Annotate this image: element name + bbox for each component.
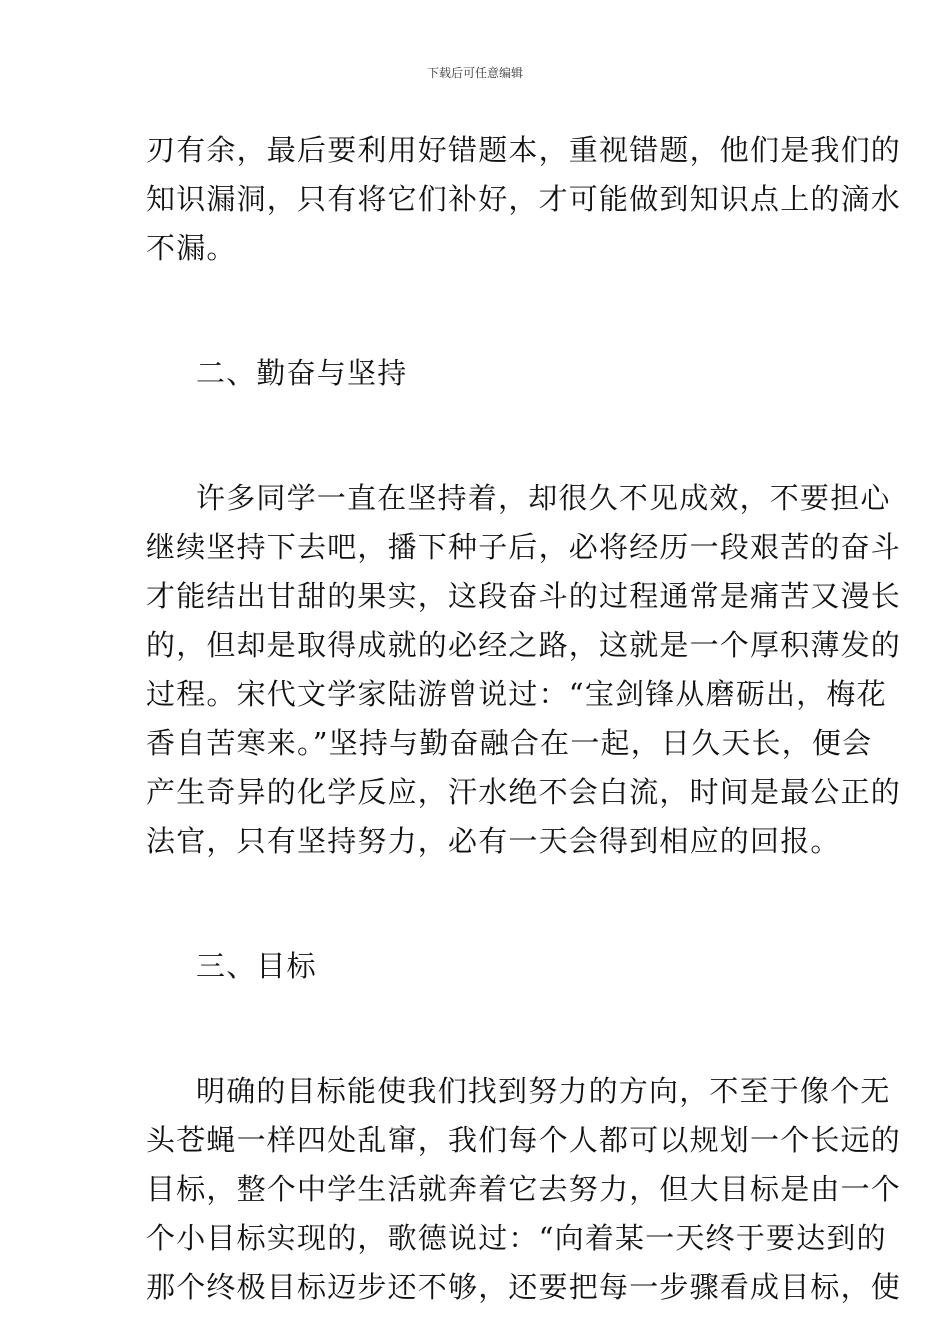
paragraph-line: 目标，整个中学生活就奔着它去努力，但大目标是由一个 bbox=[146, 1172, 902, 1206]
section-heading-2: 二、勤奋与坚持 bbox=[196, 356, 408, 390]
paragraph-line: 那个终极目标迈步还不够，还要把每一步骤看成目标，使 bbox=[146, 1270, 902, 1304]
paragraph-line: 头苍蝇一样四处乱窜，我们每个人都可以规划一个长远的 bbox=[146, 1123, 902, 1157]
spacer bbox=[146, 398, 806, 474]
paragraph-line: 许多同学一直在坚持着，却很久不见成效，不要担心 bbox=[196, 481, 891, 515]
paragraph-2 bbox=[146, 474, 902, 866]
paragraph-line: 知识漏洞，只有将它们补好，才可能做到知识点上的滴水 bbox=[146, 182, 902, 216]
paragraph-1 bbox=[146, 126, 902, 273]
spacer bbox=[146, 991, 806, 1067]
paragraph-line: 过程。宋代文学家陆游曾说过：“宝剑锋从磨砺出，梅花 bbox=[146, 677, 887, 711]
paragraph-line: 法官，只有坚持努力，必有一天会得到相应的回报。 bbox=[146, 824, 841, 858]
paragraph-line: 个小目标实现的，歌德说过：“向着某一天终于要达到的 bbox=[146, 1221, 887, 1255]
paragraph-line: 明确的目标能使我们找到努力的方向，不至于像个无 bbox=[196, 1074, 891, 1108]
paragraph-line: 产生奇异的化学反应，汗水绝不会白流，时间是最公正的 bbox=[146, 775, 902, 809]
paragraph-line: 才能结出甘甜的果实，这段奋斗的过程通常是痛苦又漫长 bbox=[146, 579, 902, 613]
paragraph-line: 继续坚持下去吧，播下种子后，必将经历一段艰苦的奋斗 bbox=[146, 530, 902, 564]
paragraph-line: 刃有余，最后要利用好错题本，重视错题，他们是我们的 bbox=[146, 133, 902, 167]
paragraph-line: 不漏。 bbox=[146, 231, 237, 265]
section-heading-3: 三、目标 bbox=[196, 949, 317, 983]
document-body bbox=[146, 126, 902, 1312]
paragraph-line: 香自苦寒来。”坚持与勤奋融合在一起，日久天长，便会 bbox=[146, 726, 873, 760]
spacer bbox=[146, 273, 806, 349]
page-header: 下载后可任意编辑 bbox=[426, 66, 523, 80]
paragraph-line: 的，但却是取得成就的必经之路，这就是一个厚积薄发的 bbox=[146, 628, 902, 662]
paragraph-3 bbox=[146, 1067, 902, 1312]
spacer bbox=[146, 866, 806, 942]
